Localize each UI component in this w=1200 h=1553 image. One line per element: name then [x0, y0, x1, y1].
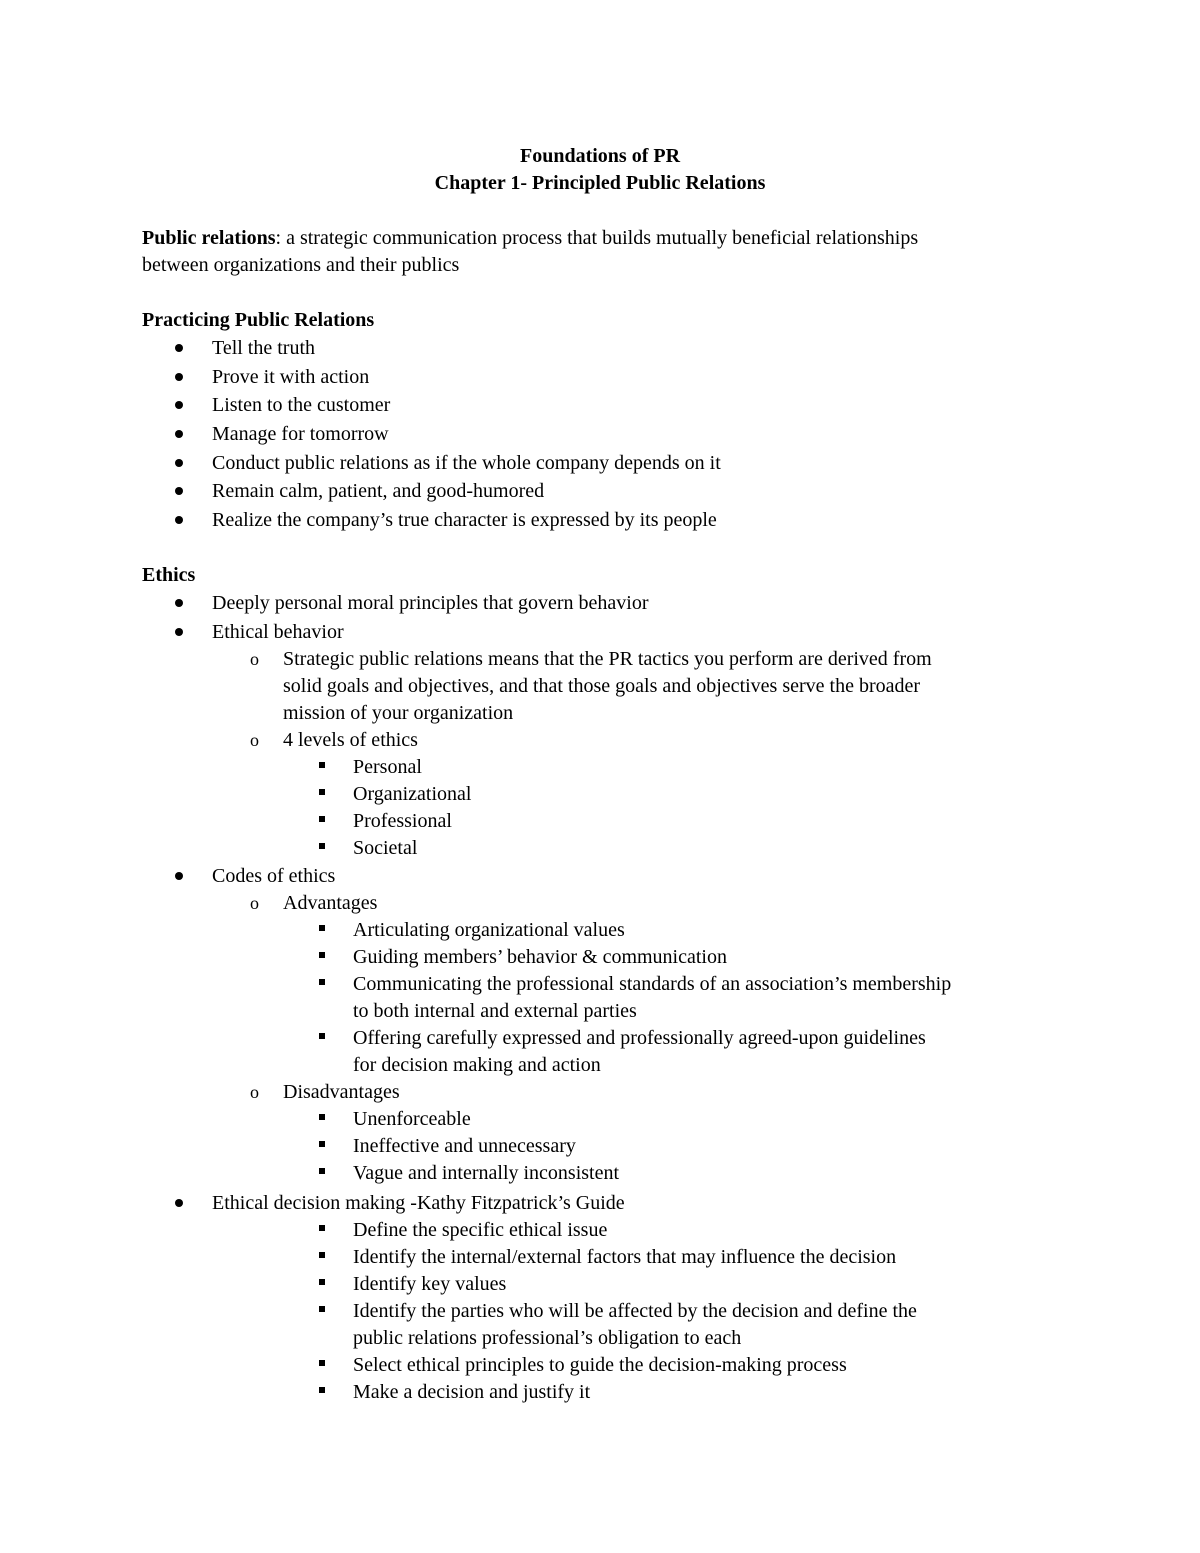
- ethics-item: Deeply personal moral principles that govern behavior: [212, 592, 649, 614]
- square-bullet: [319, 1225, 325, 1231]
- bullet-dot: [175, 516, 183, 524]
- disadvantage-item: Vague and internally inconsistent: [353, 1162, 620, 1184]
- definition-line-2: between organizations and their publics: [142, 254, 460, 276]
- advantage-item: Offering carefully expressed and professionally agreed-upon guidelines: [353, 1027, 926, 1049]
- definition-term: Public relations: [142, 227, 276, 249]
- circle-bullet: o: [250, 730, 259, 750]
- square-bullet: [319, 762, 325, 768]
- advantage-item-cont: to both internal and external parties: [353, 1000, 637, 1022]
- advantage-item: Articulating organizational values: [353, 919, 625, 941]
- practicing-item: Realize the company’s true character is expressed by its people: [212, 509, 717, 531]
- square-bullet: [319, 1360, 325, 1366]
- guide-item: Identify the parties who will be affected by the decision and define the: [353, 1300, 917, 1322]
- bullet-dot: [175, 599, 183, 607]
- ethics-subitem-cont: mission of your organization: [283, 702, 514, 724]
- bullet-dot: [175, 487, 183, 495]
- square-bullet: [319, 1033, 325, 1039]
- square-bullet: [319, 1306, 325, 1312]
- circle-bullet: o: [250, 1082, 259, 1102]
- square-bullet: [319, 789, 325, 795]
- ethics-subitem: 4 levels of ethics: [283, 729, 418, 751]
- definition-line-1: [142, 225, 918, 251]
- advantage-item: Communicating the professional standards of an association’s membership: [353, 973, 952, 995]
- ethics-heading: Ethics: [142, 564, 196, 586]
- square-bullet: [319, 816, 325, 822]
- practicing-item: Tell the truth: [212, 337, 316, 359]
- ethics-subitem: Strategic public relations means that the PR tactics you perform are derived from: [283, 648, 932, 670]
- ethics-level: Personal: [353, 756, 422, 778]
- guide-item: Select ethical principles to guide the decision-making process: [353, 1354, 847, 1376]
- bullet-dot: [175, 459, 183, 467]
- square-bullet: [319, 979, 325, 985]
- bullet-dot: [175, 401, 183, 409]
- disadvantage-item: Unenforceable: [353, 1108, 471, 1130]
- practicing-heading: Practicing Public Relations: [142, 309, 375, 331]
- practicing-item: Manage for tomorrow: [212, 423, 389, 445]
- bullet-dot: [175, 872, 183, 880]
- bullet-dot: [175, 628, 183, 636]
- advantage-item-cont: for decision making and action: [353, 1054, 601, 1076]
- square-bullet: [319, 925, 325, 931]
- ethics-subitem-cont: solid goals and objectives, and that those goals and objectives serve the broader: [283, 675, 921, 697]
- ethics-item: Ethical behavior: [212, 621, 344, 643]
- bullet-dot: [175, 344, 183, 352]
- square-bullet: [319, 1114, 325, 1120]
- doc-subtitle: Chapter 1- Principled Public Relations: [434, 172, 766, 194]
- bullet-dot: [175, 430, 183, 438]
- practicing-item: Remain calm, patient, and good-humored: [212, 480, 545, 502]
- circle-bullet: o: [250, 893, 259, 913]
- definition-text: : a strategic communication process that builds mutually beneficial relationships: [275, 227, 919, 249]
- ethics-level: Professional: [353, 810, 452, 832]
- practicing-item: Conduct public relations as if the whole company depends on it: [212, 452, 721, 474]
- guide-item-cont: public relations professional’s obligation to each: [353, 1327, 742, 1349]
- bullet-dot: [175, 373, 183, 381]
- ethics-level: Organizational: [353, 783, 472, 805]
- advantage-item: Guiding members’ behavior & communication: [353, 946, 727, 968]
- guide-item: Make a decision and justify it: [353, 1381, 591, 1403]
- disadvantage-item: Ineffective and unnecessary: [353, 1135, 576, 1157]
- ethics-level: Societal: [353, 837, 418, 859]
- square-bullet: [319, 1141, 325, 1147]
- square-bullet: [319, 1252, 325, 1258]
- guide-item: Identify key values: [353, 1273, 507, 1295]
- ethics-item: Ethical decision making -Kathy Fitzpatrick’s Guide: [212, 1192, 625, 1214]
- bullet-dot: [175, 1199, 183, 1207]
- doc-title: Foundations of PR: [519, 145, 681, 167]
- square-bullet: [319, 843, 325, 849]
- guide-item: Identify the internal/external factors that may influence the decision: [353, 1246, 897, 1268]
- ethics-item: Codes of ethics: [212, 865, 336, 887]
- square-bullet: [319, 1168, 325, 1174]
- guide-item: Define the specific ethical issue: [353, 1219, 608, 1241]
- disadvantages-label: Disadvantages: [283, 1081, 400, 1103]
- practicing-item: Prove it with action: [212, 366, 370, 388]
- advantages-label: Advantages: [283, 892, 378, 914]
- circle-bullet: o: [250, 649, 259, 669]
- square-bullet: [319, 1279, 325, 1285]
- square-bullet: [319, 1387, 325, 1393]
- practicing-item: Listen to the customer: [212, 394, 391, 416]
- square-bullet: [319, 952, 325, 958]
